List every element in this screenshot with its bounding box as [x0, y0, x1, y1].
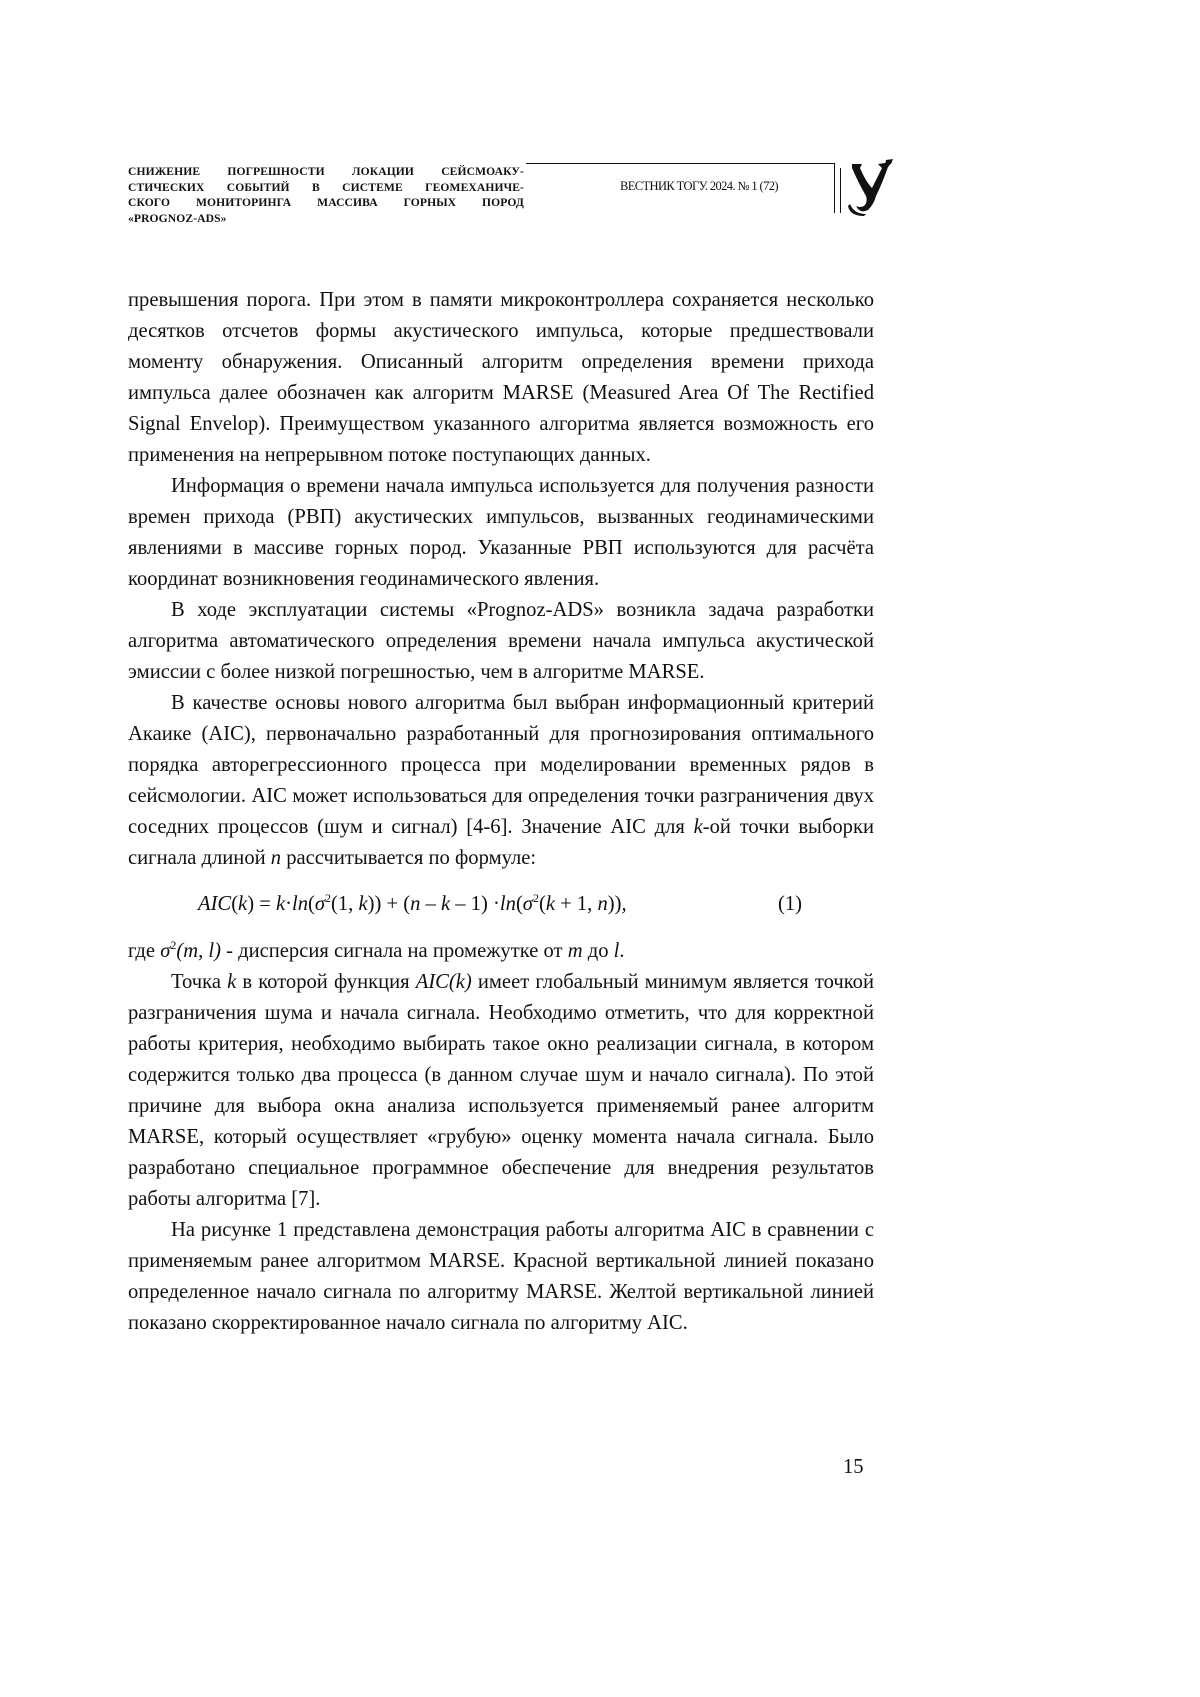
- page-number: 15: [843, 1456, 864, 1478]
- paragraph: В ходе эксплуатации системы «Prognoz-ADS» возникла задача разработки алгоритма автоматического определения времени начала импульса акустической эмиссии с более низкой погрешностью, чем в алгоритме MARSE.: [128, 599, 874, 683]
- paragraph: На рисунке 1 представлена демонстрация работы алгоритма AIC в сравнении с применяемым ранее алгоритмом MARSE. Красной вертикальной линией показано определенное начало сигнала по алгоритму MARSE. Желтой вертикальной линией показано скорректированное начало сигнала по алгоритму AIC.: [128, 1219, 874, 1334]
- paragraph: В качестве основы нового алгоритма был выбран информационный критерий Акаике (AIC), первоначально разработанный для прогнозирования оптимального порядка авторегрессионного процесса при моделировании временных рядов в сейсмологии. AIC может использоваться для определения точки разграничения двух соседних процессов (шум и сигнал) [4-6]. Значение AIC для k-ой точки выборки сигнала длиной n рассчитывается по формуле:: [128, 692, 874, 869]
- header-rule-vertical: [840, 168, 841, 213]
- header-title-line: СНИЖЕНИЕ ПОГРЕШНОСТИ ЛОКАЦИИ СЕЙСМОАКУ-: [128, 165, 524, 178]
- header-title-line: «PROGNOZ-ADS»: [128, 211, 227, 225]
- header-title-line: СТИЧЕСКИХ СОБЫТИЙ В СИСТЕМЕ ГЕОМЕХАНИЧЕ-: [128, 180, 524, 194]
- header-rule: [526, 163, 834, 164]
- header-rule-vertical: [834, 163, 835, 213]
- equation: [128, 874, 874, 936]
- header-title-line: СКОГО МОНИТОРИНГА МАССИВА ГОРНЫХ ПОРОД: [128, 196, 524, 209]
- equation-number: (1): [777, 893, 802, 915]
- journal-citation: ВЕСТНИК ТОГУ. 2024. № 1 (72): [620, 179, 778, 193]
- paragraph: Точка k в которой функция AIC(k) имеет глобальный минимум является точкой разграничения шума и начала сигнала. Необходимо отметить, что для корректной работы критерия, необходимо выбирать такое окно реализации сигнала, в котором содержится только два процесса (в данном случае шум и начало сигнала). По этой причине для выбора окна анализа используется применяемый ранее алгоритм MARSE, который осуществляет «грубую» оценку момента начала сигнала. Было разработано специальное программное обеспечение для внедрения результатов работы алгоритма [7].: [128, 971, 874, 1210]
- running-header-title: [128, 164, 524, 226]
- aic-formula: $AIC(k) = k\cdot\ln(\sigma^2(1$, $k)) + (n - k - 1) \cdot\ln(\sigma^2(k + 1$, n)),: [198, 891, 627, 915]
- article-body: [128, 285, 874, 1339]
- paragraph: превышения порога. При этом в памяти микроконтроллера сохраняется несколько десятков отсчетов формы акустического импульса, которые предшествовали моменту обнаружения. Описанный алгоритм определения времени прихода импульса далее обозначен как алгоритм MARSE (Measured Area Of The Rectified Signal Envelop). Преимуществом указанного алгоритма является возможность его применения на непрерывном потоке поступающих данных.: [128, 289, 874, 466]
- paragraph: где $\sigma^2(m$, l) - дисперсия сигнала на промежутке от m до l.: [128, 938, 625, 962]
- paragraph: Информация о времени начала импульса используется для получения разности времен прихода (РВП) акустических импульсов, вызванных геодинамическими явлениями в массиве горных пород. Указанные РВП используются для расчёта координат возникновения геодинамического явления.: [128, 475, 874, 590]
- university-logo-icon: [846, 158, 894, 216]
